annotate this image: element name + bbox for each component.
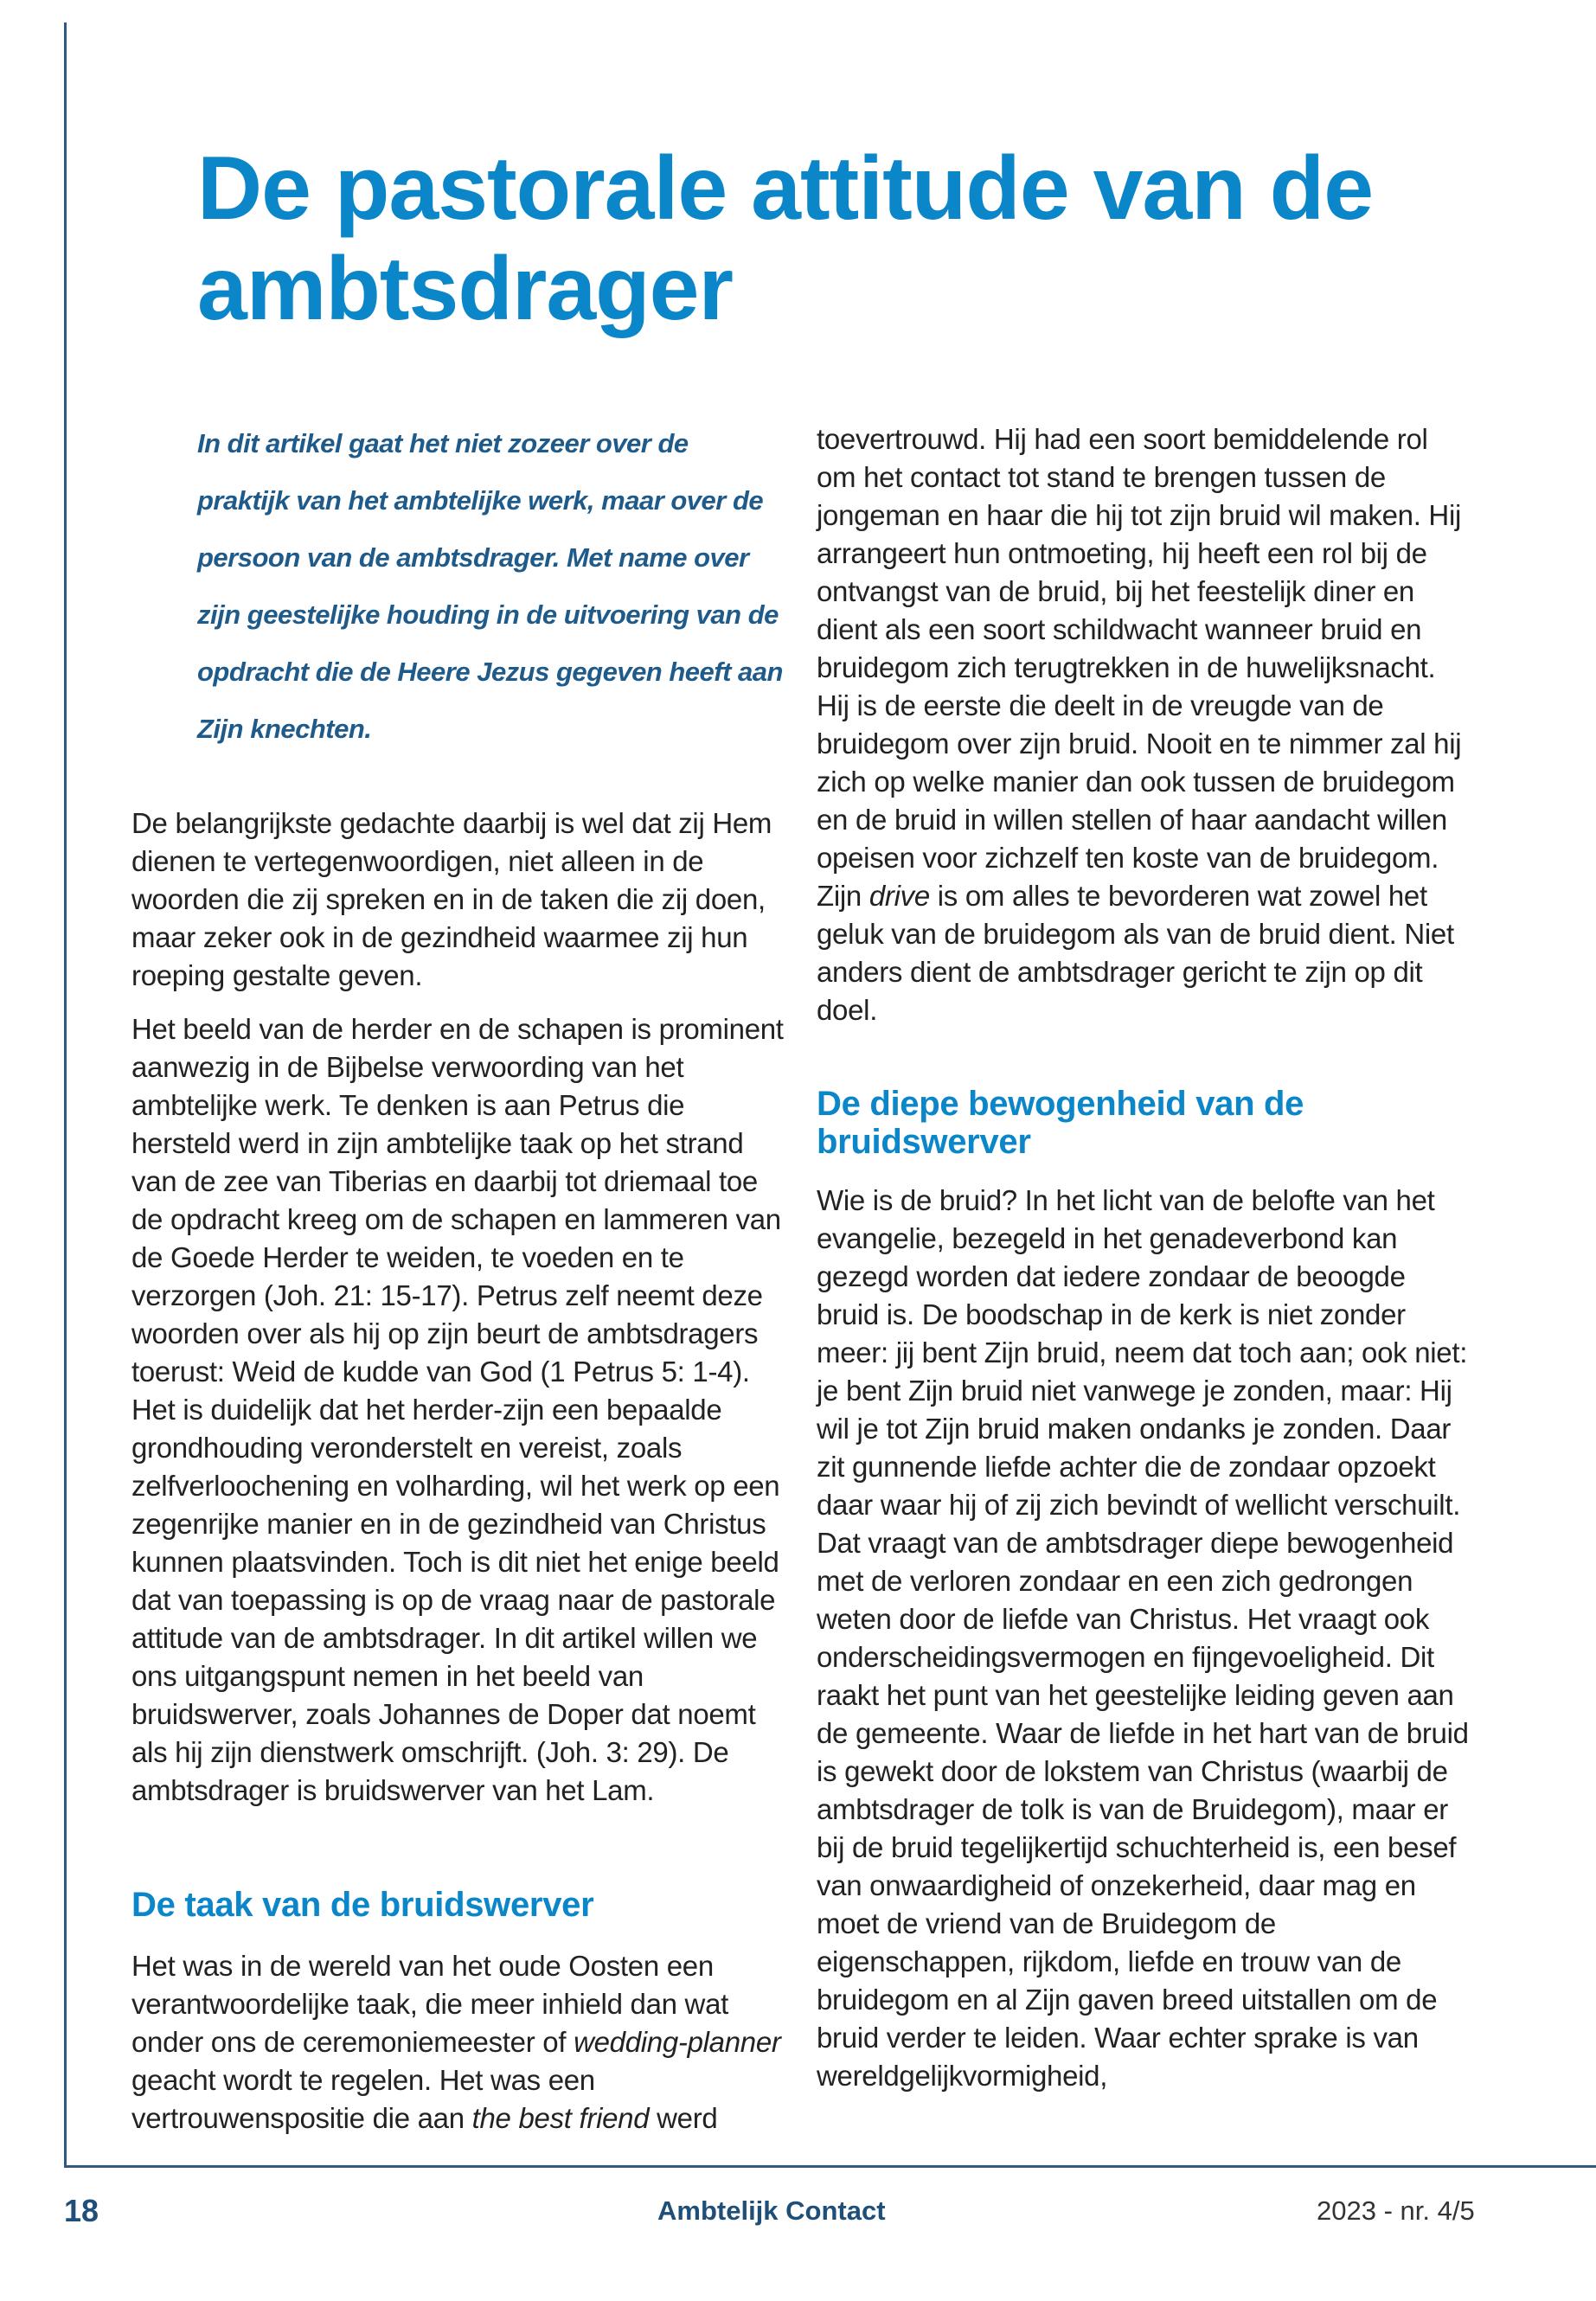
- paragraph-3-text-c: werd: [649, 2102, 718, 2134]
- section-heading-task: De taak van de bruidswerver: [131, 1886, 594, 1924]
- page-number: 18: [64, 2193, 99, 2228]
- paragraph-4-text-b: is om alles te bevorderen wat zowel het geluk van de bruidegom als van de bruid dient. Niet anders dient de ambtsdrager gericht te zijn op dit doel.: [817, 880, 1454, 1026]
- paragraph-5: Wie is de bruid? In het licht van de belofte van het evangelie, bezegeld in het genadeverbond kan gezegd worden dat iedere zondaar de beoogde bruid is. De boodschap in de kerk is niet zonder meer: jij bent Zijn bruid, neem dat toch aan; ook niet: je bent Zijn bruid niet vanwege je zonden, maar: Hij wil je tot Zijn bruid maken ondanks je zonden. Daar zit gunnende liefde achter die de zondaar opzoekt daar waar hij of zij zich bevindt of wellicht verschuilt. Dat vraagt van de ambtsdrager diepe bewogenheid met de verloren zondaar en een zich gedrongen weten door de liefde van Christus. Het vraagt ook onderscheidingsvermogen en fijngevoeligheid. Dit raakt het punt van het geestelijke leiding geven aan de gemeente. Waar de liefde in het hart van de bruid is gewekt door de lokstem van Christus (waarbij de ambtsdrager de tolk is van de Bruidegom), maar er bij de bruid tegelijkertijd schuchterheid is, een besef van onwaardigheid of onzekerheid, daar mag en moet de vriend van de Bruidegom de eigenschappen, rijkdom, liefde en trouw van de bruidegom en al Zijn gaven breed uitstallen om de bruid verder te leiden. Waar echter sprake is van wereldgelijkvormigheid,: [817, 1184, 1469, 2092]
- paragraph-1: De belangrijkste gedachte daarbij is wel dat zij Hem dienen te vertegenwoordigen, niet alleen in de woorden die zij spreken en in de taken die zij doen, maar zeker ook in de gezindheid waarmee zij hun roeping gestalte geven.: [131, 807, 772, 991]
- article-lead: In dit artikel gaat het niet zozeer over de praktijk van het ambtelijke werk, maar over de persoon van de ambtsdrager. Met name over zijn geestelijke houding in de uitvoering van de opdracht die de Heere Jezus gegeven heeft aan Zijn knechten.: [197, 428, 783, 744]
- paragraph-3-text-a: Het was in de wereld van het oude Oosten een verantwoordelijke taak, die meer inhield dan wat onder ons de ceremoniemeester of: [131, 1950, 728, 2058]
- paragraph-4-emphasis: drive: [869, 880, 930, 912]
- paragraph-2: Het beeld van de herder en de schapen is prominent aanwezig in de Bijbelse verwoording van het ambtelijke werk. Te denken is aan Petrus die hersteld werd in zijn ambtelijke taak op het strand van de zee van Tiberias en daarbij tot driemaal toe de opdracht kreeg om de schapen en lammeren van de Goede Herder te weiden, te voeden en te verzorgen (Joh. 21: 15-17). Petrus zelf neemt deze woorden over als hij op zijn beurt de ambtsdragers toerust: Weid de kudde van God (1 Petrus 5: 1-4). Het is duidelijk dat het herder-zijn een bepaalde grondhouding veronderstelt en vereist, zoals zelfverloochening en volharding, wil het werk op een zegenrijke manier en in de gezindheid van Christus kunnen plaatsvinden. Toch is dit niet het enige beeld dat van toepassing is op de vraag naar de pastorale attitude van de ambtsdrager. In dit artikel willen we ons uitgangspunt nemen in het beeld van bruidswerver, zoals Johannes de Doper dat noemt als hij zijn dienstwerk omschrijft. (Joh. 3: 29). De ambtsdrager is bruidswerver van het Lam.: [131, 1013, 784, 1806]
- paragraph-4-text-a: toevertrouwd. Hij had een soort bemiddelende rol om het contact tot stand te brengen tussen de jongeman en haar die hij tot zijn bruid wil maken. Hij arrangeert hun ontmoeting, hij heeft een rol bij de ontvangst van de bruid, bij het feestelijk diner en dient als een soort schildwacht wanneer bruid en bruidegom zich terugtrekken in de huwelijksnacht. Hij is de eerste die deelt in de vreugde van de bruidegom over zijn bruid. Nooit en te nimmer zal hij zich op welke manier dan ook tussen de bruidegom en de bruid in willen stellen of haar aandacht willen opeisen voor zichzelf ten koste van de bruidegom. Zijn: [817, 423, 1462, 912]
- section-heading-compassion: De diepe bewogenheid van de bruidswerver: [817, 1085, 1304, 1161]
- left-rule: [64, 22, 67, 2168]
- journal-name: Ambtelijk Contact: [657, 2195, 886, 2226]
- footer-rule: [64, 2165, 1596, 2168]
- paragraph-3-emphasis-2: the best friend: [471, 2102, 650, 2134]
- article-title: De pastorale attitude van de ambtsdrager: [197, 138, 1374, 339]
- paragraph-3: [131, 1947, 789, 2138]
- paragraph-3-emphasis-1: wedding-planner: [574, 2026, 781, 2058]
- paragraph-4: [817, 420, 1474, 1029]
- paragraph-3-text-b: geacht wordt te regelen. Het was een vertrouwenspositie die aan: [131, 2064, 595, 2134]
- issue-info: 2023 - nr. 4/5: [1317, 2195, 1475, 2226]
